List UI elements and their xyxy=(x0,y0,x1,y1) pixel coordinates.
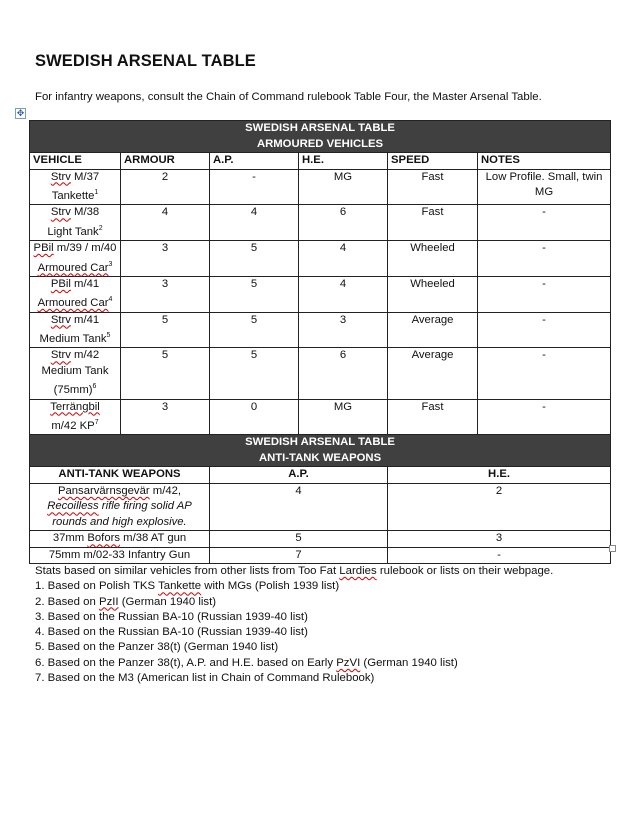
footnote-item xyxy=(35,640,553,655)
he-cell: 4 xyxy=(299,276,388,312)
vehicle-name-type: Tankette xyxy=(51,189,95,202)
at-weapon-name-cell xyxy=(30,483,210,531)
vehicle-name-word: Terrängbil xyxy=(50,400,100,413)
armour-cell: 5 xyxy=(121,348,210,399)
col-header-at-he: H.E. xyxy=(388,467,611,484)
armour-cell: 2 xyxy=(121,169,210,205)
vehicle-name-rest: m/41 xyxy=(70,313,100,326)
table-title: SWEDISH ARSENAL TABLE xyxy=(245,122,395,134)
speed-cell: Average xyxy=(388,348,478,399)
vehicle-name-word: Strv xyxy=(50,206,71,219)
at-weapon-row xyxy=(30,531,611,548)
at-weapon-name-pre: 75mm m/02-33 Infantry Gun xyxy=(48,548,191,561)
vehicle-name-type: Armoured Car xyxy=(37,297,109,310)
notes-cell: - xyxy=(478,399,611,435)
vehicle-name-cell xyxy=(30,399,121,435)
vehicle-row xyxy=(30,169,611,205)
vehicle-name-cell xyxy=(30,276,121,312)
he-cell: MG xyxy=(299,399,388,435)
footnote-ref: 7 xyxy=(94,419,99,427)
vehicle-name-word: Strv xyxy=(50,170,71,183)
speed-cell: Wheeled xyxy=(388,276,478,312)
vehicle-name-type: m/42 KP xyxy=(51,419,95,432)
footnote-word: PzVI xyxy=(336,656,361,669)
vehicle-name-type: Medium Tank (75mm) xyxy=(41,364,109,397)
ap-cell: 4 xyxy=(210,205,299,241)
ap-cell: 5 xyxy=(210,348,299,399)
footnotes-intro-rest: rulebook or lists on their webpage. xyxy=(376,565,554,577)
footnote-ref: 4 xyxy=(108,296,113,304)
footnote-item xyxy=(35,625,553,640)
he-cell: 4 xyxy=(299,241,388,277)
he-cell: 3 xyxy=(299,312,388,348)
speed-cell: Average xyxy=(388,312,478,348)
at-weapon-name-word: Pansarvärnsgevär xyxy=(57,484,150,497)
arsenal-table xyxy=(29,120,611,564)
ap-cell: 0 xyxy=(210,399,299,435)
footnotes-intro-word: Lardies xyxy=(339,565,377,577)
notes-cell: - xyxy=(478,348,611,399)
notes-cell: - xyxy=(478,276,611,312)
footnotes xyxy=(35,564,553,686)
footnote-text: 4. Based on the Russian BA-10 (Russian 1939-40 list) xyxy=(35,626,308,639)
footnotes-intro xyxy=(35,564,553,579)
vehicle-name-rest: M/38 xyxy=(70,206,100,219)
vehicle-name-rest: m/42 xyxy=(70,349,100,362)
ap-cell: 5 xyxy=(210,312,299,348)
vehicle-name-rest: m/39 / m/40 xyxy=(53,242,117,255)
vehicle-name-cell xyxy=(30,169,121,205)
footnote-ref: 1 xyxy=(94,189,99,196)
speed-cell: Fast xyxy=(388,169,478,205)
footnote-ref: 2 xyxy=(98,224,103,232)
at-weapon-name-rest: m/38 AT gun xyxy=(120,532,187,545)
col-header-armour: ARMOUR xyxy=(121,153,210,170)
at-weapon-name-pre: 37mm xyxy=(52,532,88,545)
footnote-text: 1. Based on Polish TKS xyxy=(35,580,159,593)
vehicle-row xyxy=(30,348,611,399)
at-header-row xyxy=(30,467,611,484)
at-weapon-name-cell xyxy=(30,547,210,564)
vehicle-name-cell xyxy=(30,205,121,241)
at-weapon-name-word: Bofors xyxy=(87,532,121,545)
ap-cell: - xyxy=(210,169,299,205)
vehicle-name-word: Strv xyxy=(50,313,71,326)
footnote-word: Tankette xyxy=(158,580,202,593)
page-title: SWEDISH ARSENAL TABLE xyxy=(35,52,256,70)
col-header-speed: SPEED xyxy=(388,153,478,170)
footnote-rest: (German 1940 list) xyxy=(360,656,458,669)
col-header-vehicle: VEHICLE xyxy=(30,153,121,170)
he-cell: 6 xyxy=(299,205,388,241)
footnote-ref: 6 xyxy=(92,383,97,391)
vehicle-row xyxy=(30,241,611,277)
footnote-text: 7. Based on the M3 (American list in Chain of Command Rulebook) xyxy=(35,672,375,685)
col-header-at-ap: A.P. xyxy=(210,467,388,484)
at-he-cell: 3 xyxy=(388,531,611,548)
notes-cell: - xyxy=(478,241,611,277)
vehicle-name-type: Light Tank xyxy=(47,225,99,238)
at-ap-cell: 4 xyxy=(210,483,388,531)
footnotes-intro-text: Stats based on similar vehicles from other lists from Too Fat xyxy=(35,565,340,577)
ap-cell: 5 xyxy=(210,276,299,312)
footnote-text: 5. Based on the Panzer 38(t) (German 1940 list) xyxy=(35,641,279,654)
at-weapon-desc-rest: rifle firing solid AP rounds and high explosive. xyxy=(52,500,192,528)
vehicle-name-type: Armoured Car xyxy=(37,261,109,274)
footnote-item xyxy=(35,579,553,594)
at-weapon-desc-word: Recoilless xyxy=(47,500,99,513)
vehicle-name-word: Strv xyxy=(50,349,71,362)
ap-cell: 5 xyxy=(210,241,299,277)
at-he-cell: - xyxy=(388,547,611,564)
footnote-item xyxy=(35,656,553,671)
armour-cell: 3 xyxy=(121,276,210,312)
vehicle-name-type: Medium Tank xyxy=(39,332,107,345)
at-ap-cell: 7 xyxy=(210,547,388,564)
at-weapon-description xyxy=(47,500,192,528)
footnote-rest: (German 1940 list) xyxy=(118,595,217,608)
at-weapon-row xyxy=(30,483,611,531)
notes-cell: Low Profile. Small, twin MG xyxy=(478,169,611,205)
vehicle-name-word: PBil xyxy=(50,277,71,290)
vehicle-name-cell xyxy=(30,312,121,348)
footnote-ref: 5 xyxy=(106,332,111,340)
vehicle-name-rest: m/41 xyxy=(70,277,100,290)
vehicle-name-rest: M/37 xyxy=(70,170,100,183)
at-weapon-row xyxy=(30,547,611,564)
footnote-text: 2. Based on xyxy=(35,595,99,608)
vehicle-row xyxy=(30,312,611,348)
at-he-cell: 2 xyxy=(388,483,611,531)
col-header-notes: NOTES xyxy=(478,153,611,170)
vehicle-row xyxy=(30,205,611,241)
footnote-item xyxy=(35,671,553,686)
vehicle-name-cell xyxy=(30,241,121,277)
footnote-rest: with MGs (Polish 1939 list) xyxy=(201,580,340,593)
vehicle-header-row xyxy=(30,153,611,170)
at-section-title: ANTI-TANK WEAPONS xyxy=(258,451,382,464)
vehicle-row xyxy=(30,399,611,435)
armour-cell: 5 xyxy=(121,312,210,348)
vehicles-section-title: ARMOURED VEHICLES xyxy=(256,137,384,150)
vehicle-name-cell xyxy=(30,348,121,399)
vehicle-name-word: PBil xyxy=(33,242,54,255)
at-weapon-name-rest: m/42, xyxy=(149,484,182,497)
footnote-text: 3. Based on the Russian BA-10 (Russian 1939-40 list) xyxy=(35,610,308,623)
col-header-ap: A.P. xyxy=(210,153,299,170)
speed-cell: Fast xyxy=(388,399,478,435)
notes-cell: - xyxy=(478,205,611,241)
col-header-he: H.E. xyxy=(299,153,388,170)
table-title-repeat: SWEDISH ARSENAL TABLE xyxy=(245,436,395,449)
armour-cell: 3 xyxy=(121,399,210,435)
armour-cell: 3 xyxy=(121,241,210,277)
footnote-ref: 3 xyxy=(108,260,113,268)
table-title-row xyxy=(30,121,611,153)
at-weapon-name-cell xyxy=(30,531,210,548)
col-header-at-weapons: ANTI-TANK WEAPONS xyxy=(30,467,210,484)
vehicle-row xyxy=(30,276,611,312)
table-move-handle-icon[interactable]: ✥ xyxy=(16,108,25,118)
footnote-text: 6. Based on the Panzer 38(t), A.P. and H.E. based on Early xyxy=(35,656,337,669)
intro-paragraph: For infantry weapons, consult the Chain of Command rulebook Table Four, the Master Arsenal Table. xyxy=(35,91,542,103)
footnote-word: PzII xyxy=(98,595,119,608)
at-ap-cell: 5 xyxy=(210,531,388,548)
he-cell: 6 xyxy=(299,348,388,399)
notes-cell: - xyxy=(478,312,611,348)
armour-cell: 4 xyxy=(121,205,210,241)
he-cell: MG xyxy=(299,169,388,205)
speed-cell: Fast xyxy=(388,205,478,241)
footnote-item xyxy=(35,595,553,610)
at-title-row xyxy=(30,435,611,467)
speed-cell: Wheeled xyxy=(388,241,478,277)
footnote-item xyxy=(35,610,553,625)
table-resize-handle[interactable] xyxy=(609,545,616,552)
